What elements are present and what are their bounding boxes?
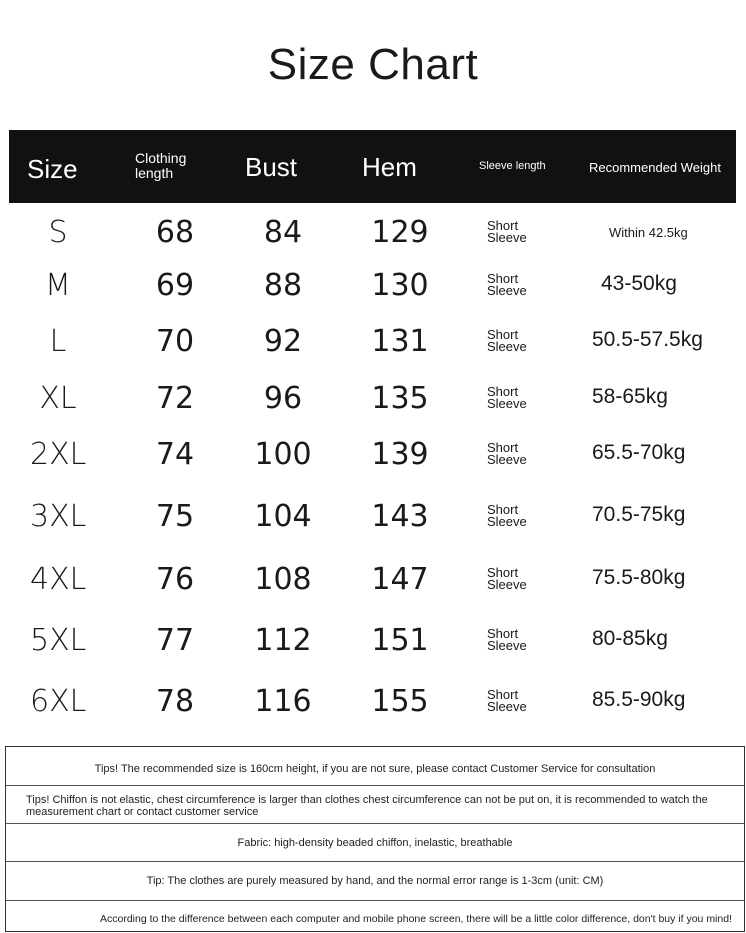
cell-bust: 96 — [263, 381, 303, 416]
cell-weight: 85.5-90kg — [592, 688, 686, 711]
cell-sleeve: Short Sleeve — [487, 502, 527, 529]
cell-size: 4XL — [30, 562, 87, 597]
cell-length: 69 — [155, 268, 195, 303]
table-row — [0, 215, 746, 275]
table-row — [0, 268, 746, 328]
note-color-difference: According to the difference between each computer and mobile phone screen, there will be a little color difference, don't buy if you mind! — [100, 913, 732, 925]
header-sleeve-length: Sleeve length — [479, 160, 546, 172]
table-row — [0, 499, 746, 559]
cell-sleeve: Short Sleeve — [487, 626, 527, 653]
note-fabric: Fabric: high-density beaded chiffon, inelastic, breathable — [6, 824, 744, 862]
header-bust: Bust — [245, 152, 298, 182]
notes-table — [5, 746, 745, 932]
cell-size: L — [49, 324, 67, 359]
cell-hem: 130 — [371, 268, 429, 303]
cell-weight: 50.5-57.5kg — [592, 328, 703, 351]
table-row — [0, 437, 746, 497]
header-hem: Hem — [362, 152, 417, 182]
header-clothing-length: Clothing length — [135, 150, 187, 181]
cell-weight: 58-65kg — [592, 385, 668, 408]
cell-bust: 108 — [254, 562, 312, 597]
table-row — [0, 381, 746, 441]
note-recommended-size: Tips! The recommended size is 160cm height, if you are not sure, please contact Customer Service for consultation — [6, 747, 744, 786]
cell-weight: Within 42.5kg — [609, 225, 688, 240]
cell-bust: 112 — [254, 623, 312, 658]
cell-length: 68 — [155, 215, 195, 250]
cell-bust: 116 — [254, 684, 312, 719]
cell-sleeve: Short Sleeve — [487, 687, 527, 714]
cell-bust: 84 — [263, 215, 303, 250]
table-row — [0, 623, 746, 683]
cell-hem: 129 — [371, 215, 429, 250]
cell-size: 5XL — [30, 623, 87, 658]
cell-hem: 147 — [371, 562, 429, 597]
cell-hem: 139 — [371, 437, 429, 472]
cell-hem: 135 — [371, 381, 429, 416]
table-row — [0, 684, 746, 744]
table-header — [9, 130, 736, 203]
cell-sleeve: Short Sleeve — [487, 384, 527, 411]
cell-hem: 143 — [371, 499, 429, 534]
cell-length: 74 — [155, 437, 195, 472]
cell-hem: 155 — [371, 684, 429, 719]
cell-size: S — [48, 215, 68, 250]
cell-weight: 70.5-75kg — [592, 503, 686, 526]
cell-size: 3XL — [30, 499, 87, 534]
header-recommended-weight: Recommended Weight — [589, 160, 721, 175]
note-measurement-error: Tip: The clothes are purely measured by hand, and the normal error range is 1-3cm (unit: CM) — [6, 862, 744, 901]
cell-size: XL — [39, 381, 77, 416]
cell-sleeve: Short Sleeve — [487, 440, 527, 467]
cell-weight: 65.5-70kg — [592, 441, 686, 464]
cell-bust: 88 — [263, 268, 303, 303]
header-size: Size — [27, 154, 78, 184]
cell-bust: 100 — [254, 437, 312, 472]
cell-length: 78 — [155, 684, 195, 719]
cell-weight: 80-85kg — [592, 627, 668, 650]
cell-length: 75 — [155, 499, 195, 534]
cell-hem: 131 — [371, 324, 429, 359]
cell-bust: 92 — [263, 324, 303, 359]
cell-sleeve: Short Sleeve — [487, 218, 527, 245]
cell-sleeve: Short Sleeve — [487, 327, 527, 354]
cell-weight: 75.5-80kg — [592, 566, 686, 589]
cell-length: 77 — [155, 623, 195, 658]
cell-sleeve: Short Sleeve — [487, 565, 527, 592]
cell-length: 76 — [155, 562, 195, 597]
cell-weight: 43-50kg — [601, 272, 677, 295]
cell-size: 2XL — [30, 437, 87, 472]
cell-sleeve: Short Sleeve — [487, 271, 527, 298]
cell-size: 6XL — [30, 684, 87, 719]
page-title: Size Chart — [267, 40, 479, 89]
table-row — [0, 324, 746, 384]
cell-length: 72 — [155, 381, 195, 416]
cell-length: 70 — [155, 324, 195, 359]
note-chiffon-elasticity: Tips! Chiffon is not elastic, chest circumference is larger than clothes chest circumference can not be put on, it is recommended to watch the measurement chart or contact customer service — [6, 786, 744, 824]
cell-size: M — [45, 268, 71, 303]
cell-bust: 104 — [254, 499, 312, 534]
table-row — [0, 562, 746, 622]
cell-hem: 151 — [371, 623, 429, 658]
